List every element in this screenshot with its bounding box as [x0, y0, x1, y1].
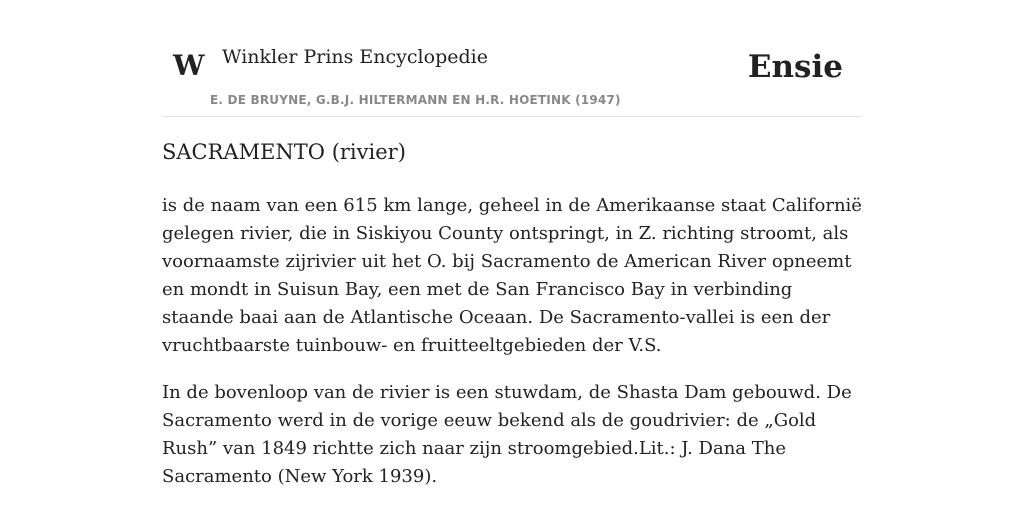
article-paragraph: is de naam van een 615 km lange, geheel in de Amerikaanse staat Californië gelegen rivier, die in Siskiyou County ontspringt, in Z. richting stroomt, als voornaamste zijrivier uit het O. bij Sacramento de American River opneemt en mondt in Suisun Bay, een met de San Francisco Bay in verbinding staande baai aan de Atlantische Oceaan. De Sacramento-vallei is een der vruchtbaarste tuinbouw- en fruitteeltgebieden der V.S.	[162, 195, 862, 356]
encyclopedia-title[interactable]: Winkler Prins Encyclopedie	[222, 46, 488, 68]
article-paragraph: In de bovenloop van de rivier is een stuwdam, de Shasta Dam gebouwd. De Sacramento werd in de vorige eeuw bekend als de goudrivier: de „Gold Rush” van 1849 richtte zich naar zijn stroomgebied.Lit.: J. Dana The Sacramento (New York 1939).	[162, 382, 852, 487]
site-header	[162, 0, 862, 117]
article-body	[162, 192, 862, 510]
winkler-prins-logo[interactable]: W	[173, 49, 205, 82]
authors-line: E. DE BRUYNE, G.B.J. HILTERMANN EN H.R. HOETINK (1947)	[210, 93, 621, 107]
ensie-logo[interactable]: Ensie	[747, 49, 843, 85]
page-container	[162, 0, 862, 487]
article-title: SACRAMENTO (rivier)	[162, 140, 406, 164]
